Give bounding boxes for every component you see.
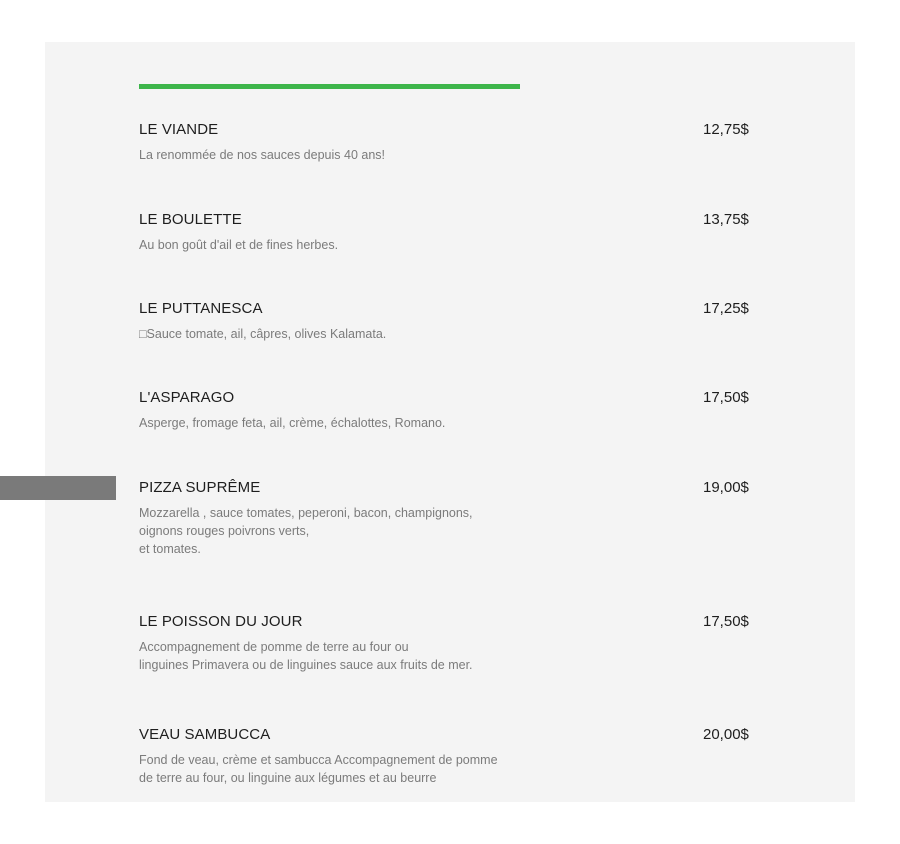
menu-item-price: 12,75$: [703, 121, 749, 138]
menu-item-name: LE PUTTANESCA: [139, 300, 263, 317]
menu-item-price: 17,50$: [703, 389, 749, 406]
menu-item-description: Mozzarella , sauce tomates, peperoni, bacon, champignons, oignons rouges poivrons verts, et tomates.: [139, 506, 473, 556]
menu-item-description: □Sauce tomate, ail, câpres, olives Kalamata.: [139, 327, 387, 341]
menu-item-price: 17,50$: [703, 613, 749, 630]
accent-divider: [139, 84, 520, 89]
menu-item-name: LE POISSON DU JOUR: [139, 613, 303, 630]
menu-item-description: Accompagnement de pomme de terre au four ou linguines Primavera ou de linguines sauce aux fruits de mer.: [139, 640, 473, 672]
menu-item-name: L'ASPARAGO: [139, 389, 235, 406]
menu-item-price: 13,75$: [703, 211, 749, 228]
menu-item-description: Asperge, fromage feta, ail, crème, échalottes, Romano.: [139, 416, 446, 430]
side-tab[interactable]: [0, 476, 116, 500]
menu-item-description: Au bon goût d'ail et de fines herbes.: [139, 238, 339, 252]
menu-item-price: 17,25$: [703, 300, 749, 317]
menu-item-description: Fond de veau, crème et sambucca Accompagnement de pomme de terre au four, ou linguine aux légumes et au beurre: [139, 753, 498, 785]
menu-item-name: LE BOULETTE: [139, 211, 242, 228]
menu-item-price: 20,00$: [703, 726, 749, 743]
menu-item-name: LE VIANDE: [139, 121, 219, 138]
menu-item-name: PIZZA SUPRÊME: [139, 479, 261, 496]
menu-item-name: VEAU SAMBUCCA: [139, 726, 271, 743]
menu-item-price: 19,00$: [703, 479, 749, 496]
menu-item-description: La renommée de nos sauces depuis 40 ans!: [139, 148, 385, 162]
